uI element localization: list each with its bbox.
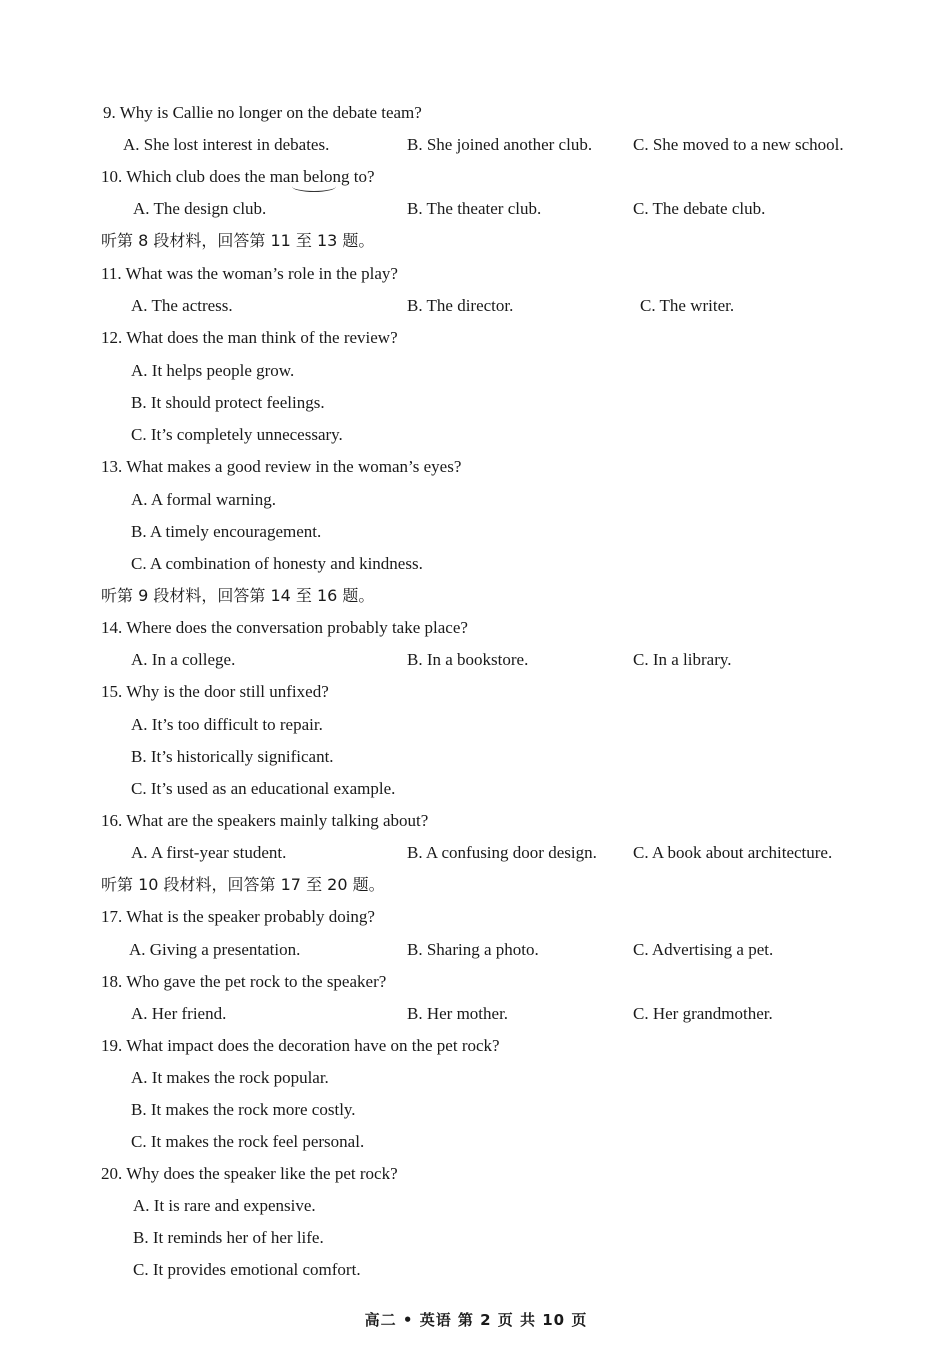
option-b: B. Sharing a photo. <box>407 940 539 959</box>
option-a: A. A first-year student. <box>131 843 287 862</box>
option-c: C. In a library. <box>633 650 732 669</box>
section-heading: 听第 9 段材料，回答第 14 至 16 题。 <box>101 586 375 605</box>
page-footer: 高二 • 英语 第 2 页 共 10 页 <box>364 1311 588 1329</box>
option-b: B. It makes the rock more costly. <box>131 1100 356 1119</box>
option-b: B. Her mother. <box>407 1004 509 1023</box>
option-b: B. In a bookstore. <box>407 650 529 669</box>
option-b: B. The director. <box>407 296 514 315</box>
question-stem: 20. Why does the speaker like the pet rock? <box>101 1164 398 1183</box>
option-c: C. A book about architecture. <box>633 843 833 862</box>
option-a: A. It makes the rock popular. <box>131 1068 329 1087</box>
question-stem: 12. What does the man think of the review? <box>101 328 398 347</box>
option-a: A. She lost interest in debates. <box>123 135 330 154</box>
option-b: B. A confusing door design. <box>407 843 597 862</box>
handwritten-underline <box>292 181 336 192</box>
option-c: C. She moved to a new school. <box>633 135 844 154</box>
section-heading: 听第 10 段材料，回答第 17 至 20 题。 <box>101 875 385 894</box>
option-a: A. The design club. <box>133 199 267 218</box>
option-c: C. The debate club. <box>633 199 766 218</box>
question-stem: 14. Where does the conversation probably take place? <box>101 618 468 637</box>
option-c: C. Her grandmother. <box>633 1004 773 1023</box>
option-b: B. She joined another club. <box>407 135 593 154</box>
option-c: C. Advertising a pet. <box>633 940 774 959</box>
question-stem: 17. What is the speaker probably doing? <box>101 907 375 926</box>
option-b: B. A timely encouragement. <box>131 522 322 541</box>
option-a: A. It is rare and expensive. <box>133 1196 316 1215</box>
option-a: A. It’s too difficult to repair. <box>131 715 323 734</box>
question-stem: 15. Why is the door still unfixed? <box>101 682 329 701</box>
question-stem: 10. Which club does the man belong to? <box>101 167 375 186</box>
option-b: B. It’s historically significant. <box>131 747 334 766</box>
option-c: C. The writer. <box>640 296 735 315</box>
question-stem: 16. What are the speakers mainly talking about? <box>101 811 429 830</box>
option-b: B. It reminds her of her life. <box>133 1228 324 1247</box>
option-b: B. It should protect feelings. <box>131 393 325 412</box>
section-heading: 听第 8 段材料，回答第 11 至 13 题。 <box>101 231 375 250</box>
question-stem: 9. Why is Callie no longer on the debate team? <box>103 103 422 122</box>
option-a: A. A formal warning. <box>131 490 276 509</box>
option-b: B. The theater club. <box>407 199 542 218</box>
option-c: C. A combination of honesty and kindness. <box>131 554 423 573</box>
option-a: A. The actress. <box>131 296 233 315</box>
option-c: C. It’s completely unnecessary. <box>131 425 343 444</box>
question-stem: 19. What impact does the decoration have on the pet rock? <box>101 1036 500 1055</box>
question-stem: 18. Who gave the pet rock to the speaker? <box>101 972 387 991</box>
question-stem: 13. What makes a good review in the woman’s eyes? <box>101 457 462 476</box>
question-stem: 11. What was the woman’s role in the play? <box>101 264 398 283</box>
option-a: A. It helps people grow. <box>131 361 295 380</box>
option-a: A. In a college. <box>131 650 236 669</box>
option-c: C. It provides emotional comfort. <box>133 1260 361 1279</box>
option-c: C. It makes the rock feel personal. <box>131 1132 365 1151</box>
option-a: A. Giving a presentation. <box>129 940 301 959</box>
option-c: C. It’s used as an educational example. <box>131 779 396 798</box>
option-a: A. Her friend. <box>131 1004 227 1023</box>
